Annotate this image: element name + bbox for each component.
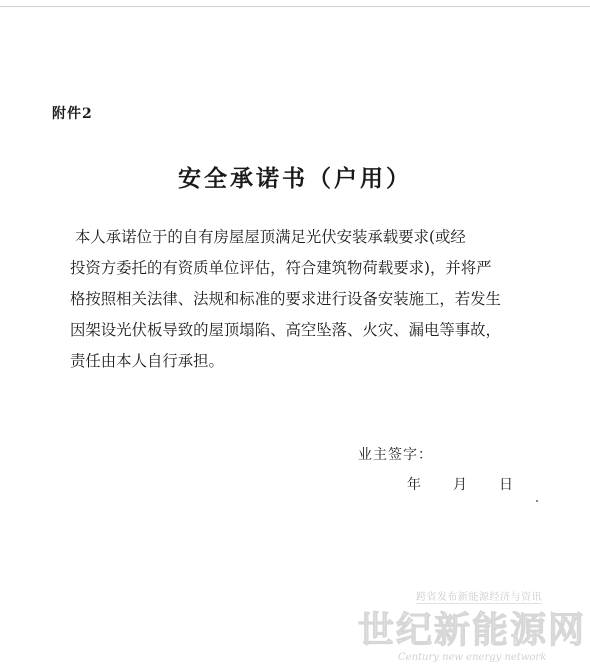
- document-title: 安全承诺书（户用）: [178, 165, 412, 192]
- signature-label: 业主签字：: [358, 447, 433, 463]
- date-day: 日: [499, 477, 513, 493]
- scan-speck: [536, 500, 538, 502]
- body-paragraph: [70, 222, 528, 377]
- body-line-5: 责任由本人自行承担。: [70, 352, 224, 370]
- watermark-tagline: 跨省发布新能源经济与资讯: [416, 588, 542, 604]
- body-line-2: 投资方委托的有资质单位评估，符合建筑物荷载要求)，并将严: [70, 259, 492, 277]
- date-year: 年: [407, 477, 421, 493]
- watermark-english: Century new energy network: [398, 652, 547, 663]
- page-top-edge: [0, 6, 590, 7]
- watermark-brand: 世纪新能源网: [358, 610, 587, 651]
- body-line-1: 本人承诺位于的自有房屋屋顶满足光伏安装承载要求(或经: [75, 228, 466, 246]
- date-month: 月: [453, 477, 467, 493]
- date-line: [407, 474, 513, 494]
- body-line-3: 格按照相关法律、法规和标准的要求进行设备安装施工，若发生: [70, 290, 501, 308]
- body-line-4: 因架设光伏板导致的屋顶塌陷、高空坠落、火灾、漏电等事故，: [70, 321, 501, 339]
- attachment-label: 附件2: [52, 106, 93, 122]
- watermark: [358, 588, 590, 669]
